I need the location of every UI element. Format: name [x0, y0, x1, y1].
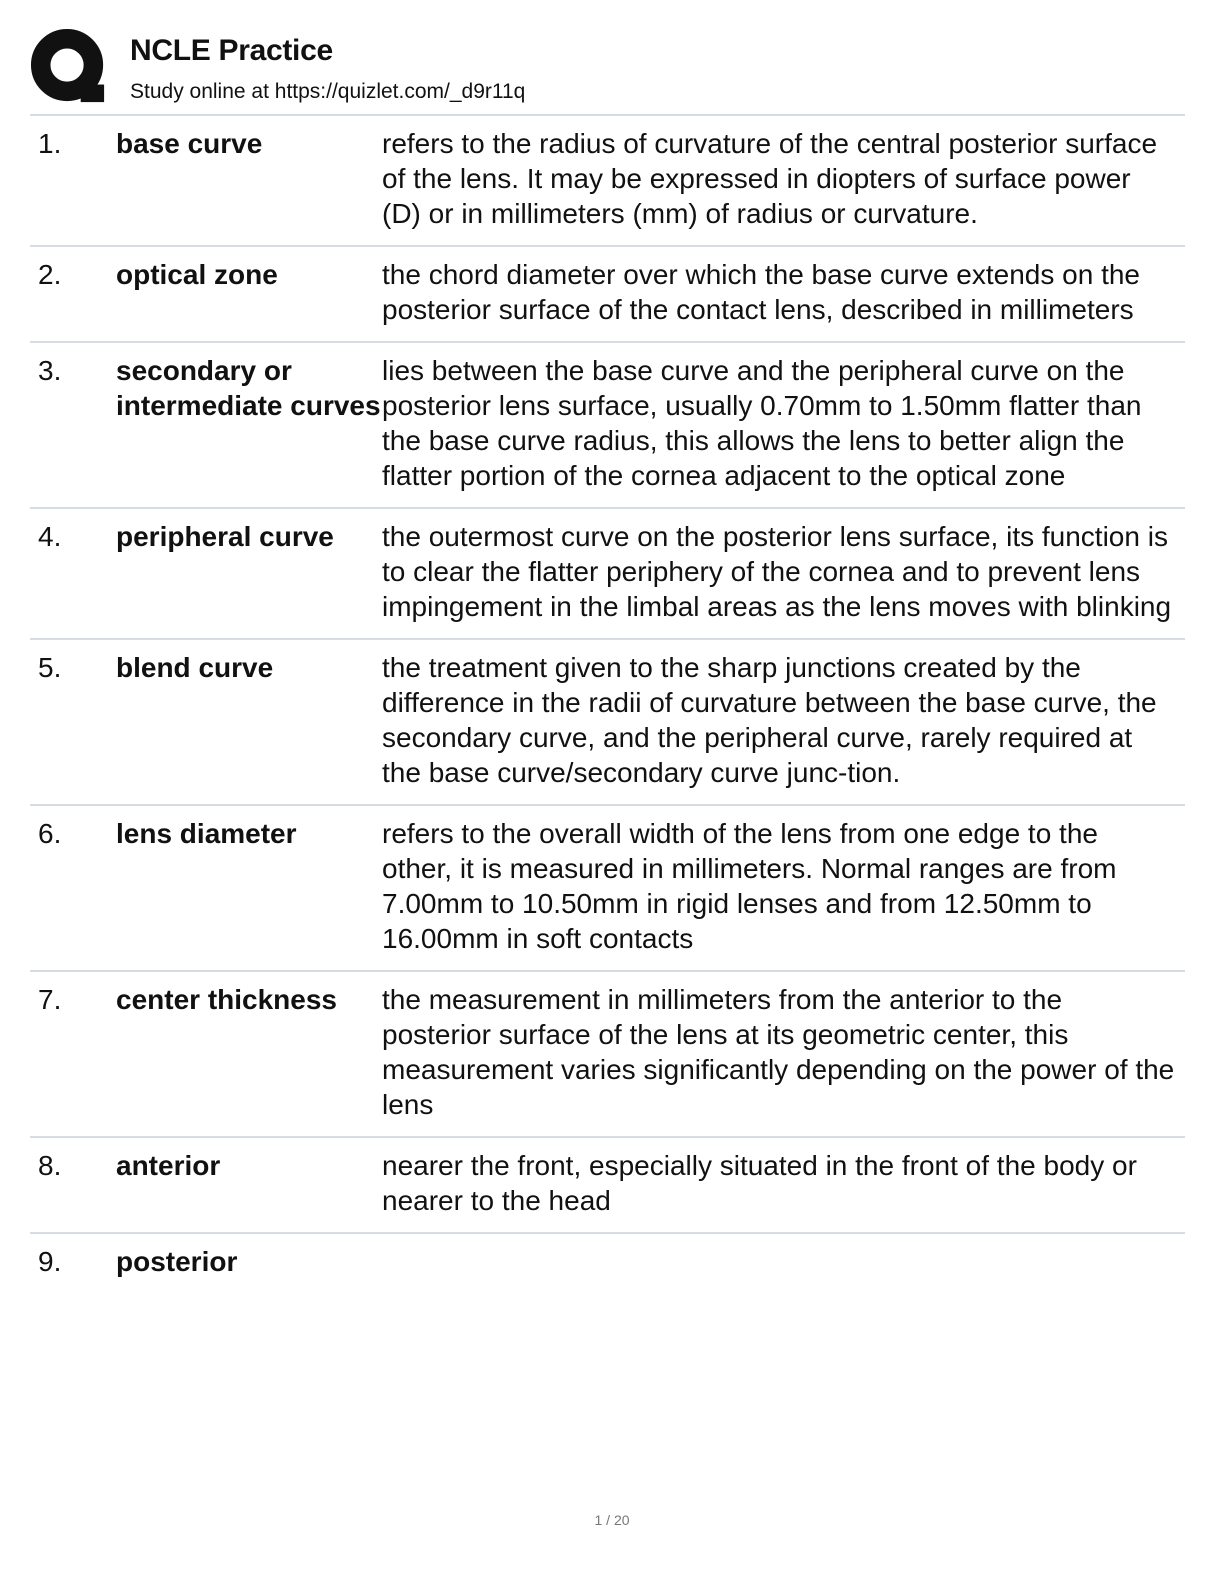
flashcard-row — [30, 1234, 1185, 1293]
card-number: 2. — [38, 259, 62, 290]
card-term: peripheral curve — [116, 521, 334, 552]
card-number: 4. — [38, 521, 62, 552]
card-number: 3. — [38, 355, 62, 386]
flashcard-list — [30, 114, 1185, 1293]
flashcard-row — [30, 116, 1185, 247]
card-term: optical zone — [116, 259, 278, 290]
card-number: 7. — [38, 984, 62, 1015]
card-term: blend curve — [116, 652, 274, 683]
card-definition: refers to the overall width of the lens from one edge to the other, it is measured in millimeters. Normal ranges are from 7.00mm to 10.50mm in rigid lenses and from 12.50mm to 16.00mm in soft contacts — [382, 818, 1117, 954]
card-definition: lies between the base curve and the peripheral curve on the posterior lens surface, usually 0.70mm to 1.50mm flatter than the base curve radius, this allows the lens to better align the flatter portion of the cornea adjacent to the optical zone — [382, 355, 1142, 491]
page-number: 1 / 20 — [594, 1512, 630, 1528]
card-definition: the measurement in millimeters from the anterior to the posterior surface of the lens at its geometric center, this measurement varies significantly depending on the power of the lens — [382, 984, 1175, 1120]
card-definition: the outermost curve on the posterior lens surface, its function is to clear the flatter periphery of the cornea and to prevent lens impingement in the limbal areas as the lens moves with blinking — [382, 521, 1172, 622]
card-number: 6. — [38, 818, 62, 849]
card-number: 1. — [38, 128, 62, 159]
card-number: 8. — [38, 1150, 62, 1181]
card-term: anterior — [116, 1150, 221, 1181]
flashcard-row — [30, 247, 1185, 343]
document-subtitle: Study online at https://quizlet.com/_d9r11q — [130, 80, 526, 103]
card-number: 5. — [38, 652, 62, 683]
flashcard-row — [30, 806, 1185, 972]
card-term: center thickness — [116, 984, 337, 1015]
flashcard-row — [30, 640, 1185, 806]
card-definition: refers to the radius of curvature of the central posterior surface of the lens. It may be expressed in diopters of surface power (D) or in millimeters (mm) of radius or curvature. — [382, 128, 1158, 229]
flashcard-row — [30, 509, 1185, 640]
card-definition: nearer the front, especially situated in the front of the body or nearer to the head — [382, 1150, 1137, 1216]
card-term: posterior — [116, 1246, 238, 1277]
document-header — [30, 28, 1190, 112]
document-title: NCLE Practice — [130, 34, 333, 67]
flashcard-row — [30, 972, 1185, 1138]
card-definition: the chord diameter over which the base curve extends on the posterior surface of the contact lens, described in millimeters — [382, 259, 1140, 325]
card-term: secondary or intermediate curves — [116, 355, 381, 421]
flashcard-row — [30, 343, 1185, 509]
card-term: base curve — [116, 128, 263, 159]
card-number: 9. — [38, 1246, 62, 1277]
card-definition: the treatment given to the sharp junctions created by the difference in the radii of curvature between the base curve, the secondary curve, and the peripheral curve, rarely required at the base curve/secondary curve junc-tion. — [382, 652, 1157, 788]
quizlet-q-logo-icon — [30, 28, 108, 106]
flashcard-row — [30, 1138, 1185, 1234]
card-term: lens diameter — [116, 818, 297, 849]
